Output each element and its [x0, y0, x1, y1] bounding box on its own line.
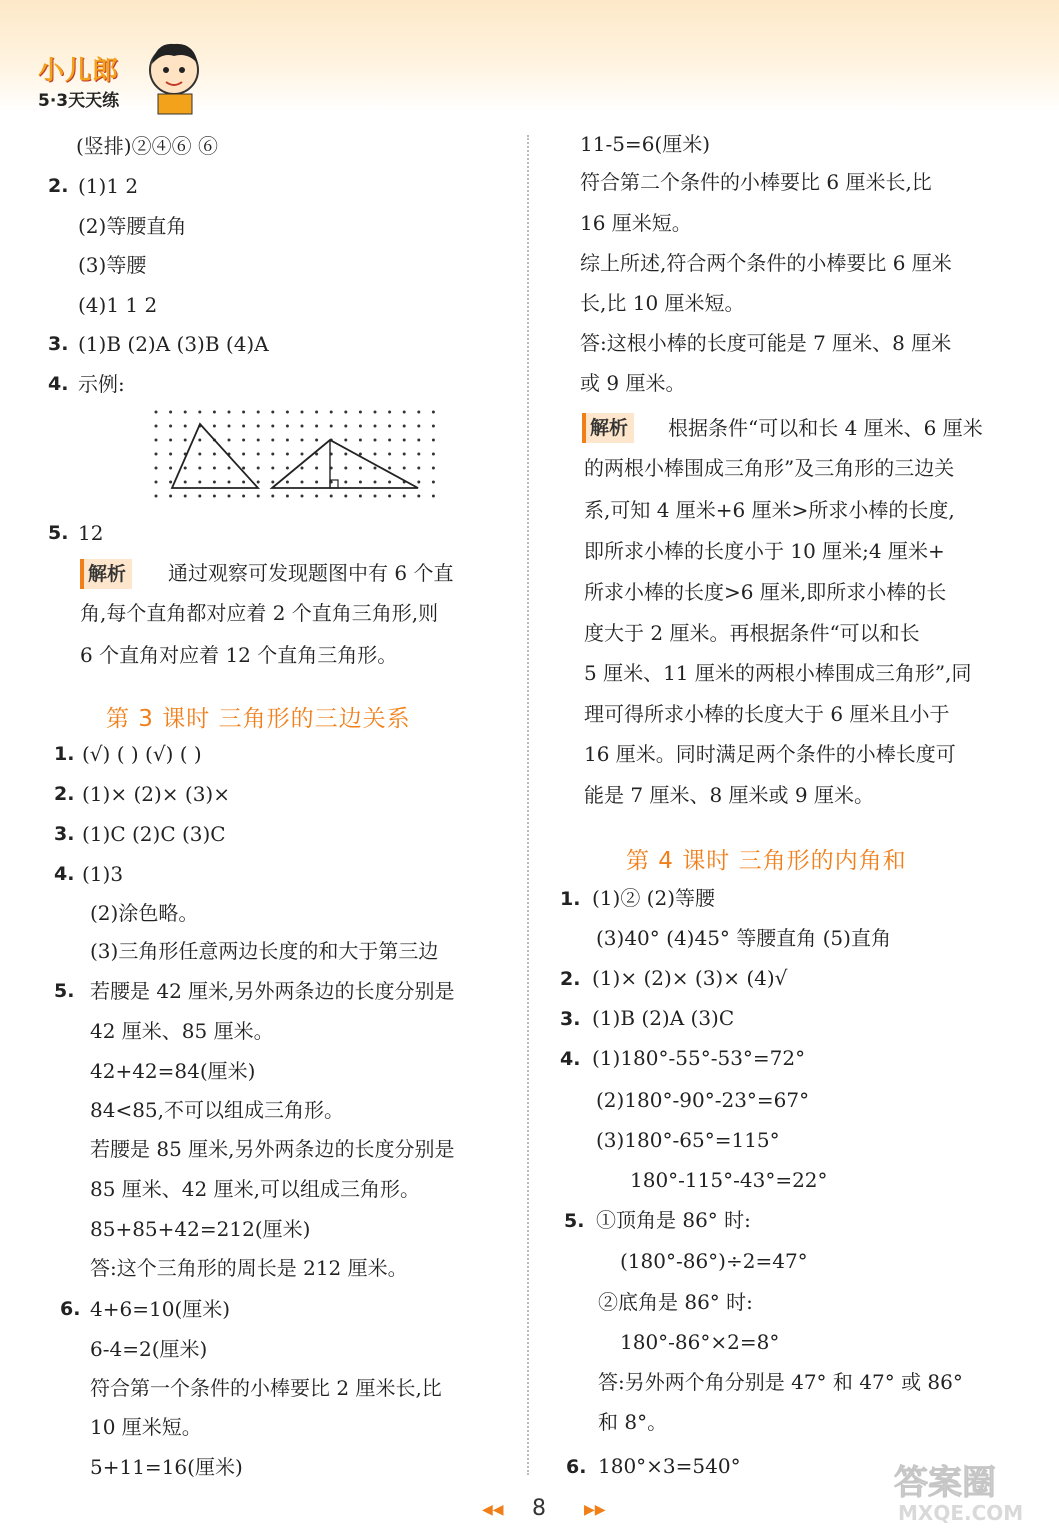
grid-dot — [374, 467, 377, 470]
grid-dot — [432, 439, 435, 442]
watermark-bottom-text: MXQE.COM — [898, 1501, 1024, 1525]
grid-dot — [344, 453, 347, 456]
grid-dot — [403, 453, 406, 456]
answer-line: 符合第二个条件的小棒要比 6 厘米长,比 — [580, 170, 932, 194]
analysis-line: 通过观察可发现题图中有 6 个直 — [168, 561, 454, 585]
grid-dot — [155, 467, 158, 470]
answer-line: 或 9 厘米。 — [580, 371, 686, 395]
grid-dot — [155, 495, 158, 498]
answer-line: ①顶角是 86° 时: — [596, 1208, 751, 1232]
grid-dot — [169, 495, 172, 498]
grid-dot — [330, 425, 333, 428]
grid-dot — [344, 495, 347, 498]
answer-line: (1)180°-55°-53°=72° — [592, 1046, 806, 1070]
grid-dot — [374, 453, 377, 456]
grid-dot — [388, 425, 391, 428]
grid-dot — [155, 425, 158, 428]
grid-dot — [184, 425, 187, 428]
answer-line: (2)涂色略。 — [90, 901, 199, 925]
question-number: 6. — [60, 1298, 81, 1320]
grid-dot — [359, 481, 362, 484]
answer-line: (1)② (2)等腰 — [592, 886, 716, 910]
grid-dot — [315, 495, 318, 498]
question-number: 5. — [48, 522, 69, 544]
grid-dot — [388, 467, 391, 470]
grid-dot — [403, 439, 406, 442]
answer-line: (1)B (2)A (3)B (4)A — [78, 332, 269, 356]
grid-dot — [432, 495, 435, 498]
grid-dot — [242, 411, 245, 414]
grid-dot — [301, 495, 304, 498]
grid-dot — [417, 495, 420, 498]
mascot-icon — [144, 38, 206, 118]
grid-dot — [271, 467, 274, 470]
question-number: 2. — [54, 783, 75, 805]
answer-line: 答:这个三角形的周长是 212 厘米。 — [90, 1256, 408, 1280]
grid-dot — [228, 425, 231, 428]
grid-dot — [286, 411, 289, 414]
grid-dot — [315, 411, 318, 414]
answer-line: 长,比 10 厘米短。 — [580, 291, 745, 315]
question-number: 4. — [48, 373, 69, 395]
answer-line: (1)1 2 — [78, 174, 139, 198]
analysis-line: 即所求小棒的长度小于 10 厘米;4 厘米+ — [584, 539, 945, 563]
grid-dot — [330, 495, 333, 498]
grid-dot — [301, 411, 304, 414]
answer-line: (2)等腰直角 — [78, 214, 187, 238]
grid-dot — [257, 439, 260, 442]
grid-dot — [198, 495, 201, 498]
answer-line: 11-5=6(厘米) — [580, 132, 711, 156]
grid-dot — [257, 453, 260, 456]
answer-line: 符合第一个条件的小棒要比 2 厘米长,比 — [90, 1376, 442, 1400]
grid-dot — [359, 467, 362, 470]
question-number: 6. — [566, 1456, 587, 1478]
triangle-shape — [172, 424, 258, 488]
grid-dot — [198, 453, 201, 456]
answer-line: 若腰是 85 厘米,另外两条边的长度分别是 — [90, 1137, 455, 1161]
grid-dot — [286, 439, 289, 442]
grid-dot — [242, 453, 245, 456]
brand-logo — [28, 20, 208, 110]
grid-dot — [257, 481, 260, 484]
grid-dot — [286, 453, 289, 456]
answer-line: (竖排)②④⑥ ⑥ — [76, 134, 218, 158]
question-number: 3. — [560, 1008, 581, 1030]
grid-dot — [344, 481, 347, 484]
question-number: 5. — [54, 980, 75, 1002]
grid-dot — [432, 467, 435, 470]
grid-dot — [169, 411, 172, 414]
grid-dot — [374, 439, 377, 442]
grid-dot — [417, 439, 420, 442]
brand-title: 小儿郎 — [38, 56, 120, 86]
question-number: 1. — [560, 888, 581, 910]
analysis-line: 所求小棒的长度>6 厘米,即所求小棒的长 — [584, 580, 947, 604]
grid-dot — [417, 481, 420, 484]
brand-subtitle: 5·3天天练 — [38, 91, 120, 111]
grid-dot — [301, 467, 304, 470]
grid-dot — [344, 425, 347, 428]
grid-dot — [417, 425, 420, 428]
question-number: 2. — [560, 968, 581, 990]
grid-dot — [374, 425, 377, 428]
answer-line: 85 厘米、42 厘米,可以组成三角形。 — [90, 1177, 420, 1201]
answer-line: (√) ( ) (√) ( ) — [82, 742, 202, 766]
answer-line: 85+85+42=212(厘米) — [90, 1217, 311, 1241]
answer-line: (3)40° (4)45° 等腰直角 (5)直角 — [596, 926, 891, 950]
grid-dot — [315, 439, 318, 442]
answer-line: 84<85,不可以组成三角形。 — [90, 1098, 345, 1122]
grid-dot — [169, 467, 172, 470]
grid-dot — [271, 495, 274, 498]
dot-grid-triangle-figure — [150, 406, 440, 506]
answer-line: (1)C (2)C (3)C — [82, 822, 226, 846]
grid-dot — [359, 495, 362, 498]
grid-dot — [359, 411, 362, 414]
grid-dot — [286, 425, 289, 428]
prev-page-arrows-icon[interactable]: ◀◀ — [482, 1502, 504, 1518]
answer-line: 答:另外两个角分别是 47° 和 47° 或 86° — [598, 1370, 963, 1394]
answer-line: 综上所述,符合两个条件的小棒要比 6 厘米 — [580, 251, 952, 275]
grid-dot — [388, 453, 391, 456]
grid-dot — [257, 467, 260, 470]
grid-dot — [359, 425, 362, 428]
question-number: 2. — [48, 175, 69, 197]
answer-line: 180°-86°×2=8° — [620, 1330, 780, 1354]
answer-line: 42 厘米、85 厘米。 — [90, 1019, 274, 1043]
answer-line: (1)× (2)× (3)× (4)√ — [592, 966, 788, 990]
grid-dot — [155, 411, 158, 414]
grid-dot — [242, 467, 245, 470]
grid-dot — [432, 453, 435, 456]
grid-dot — [257, 411, 260, 414]
analysis-line: 5 厘米、11 厘米的两根小棒围成三角形”,同 — [584, 661, 972, 685]
answer-line: (3)等腰 — [78, 253, 147, 277]
grid-dot — [198, 411, 201, 414]
grid-dot — [155, 439, 158, 442]
analysis-tag: 解析 — [80, 559, 132, 589]
grid-dot — [374, 495, 377, 498]
grid-dot — [271, 425, 274, 428]
grid-dot — [169, 481, 172, 484]
answer-line: 16 厘米短。 — [580, 211, 692, 235]
answer-line: 6-4=2(厘米) — [90, 1337, 208, 1361]
answer-line: 180°-115°-43°=22° — [630, 1168, 828, 1192]
grid-dot — [228, 467, 231, 470]
grid-dot — [315, 481, 318, 484]
grid-dot — [403, 467, 406, 470]
grid-dot — [271, 453, 274, 456]
question-number: 5. — [564, 1210, 585, 1232]
grid-dot — [271, 411, 274, 414]
grid-dot — [388, 439, 391, 442]
section-title: 第 3 课时 三角形的三边关系 — [106, 706, 411, 732]
grid-dot — [301, 453, 304, 456]
grid-dot — [213, 495, 216, 498]
grid-dot — [213, 481, 216, 484]
grid-dot — [417, 467, 420, 470]
grid-dot — [169, 453, 172, 456]
answer-line: ②底角是 86° 时: — [598, 1290, 753, 1314]
grid-dot — [432, 411, 435, 414]
answer-line: (1)× (2)× (3)× — [82, 782, 230, 806]
grid-dot — [198, 439, 201, 442]
grid-dot — [315, 425, 318, 428]
grid-dot — [286, 481, 289, 484]
grid-dot — [228, 411, 231, 414]
grid-dot — [198, 481, 201, 484]
grid-dot — [169, 425, 172, 428]
grid-dot — [242, 495, 245, 498]
grid-dot — [242, 481, 245, 484]
grid-dot — [228, 481, 231, 484]
answer-line: 示例: — [78, 372, 125, 396]
grid-dot — [286, 495, 289, 498]
grid-dot — [403, 425, 406, 428]
grid-dot — [417, 453, 420, 456]
answer-line: (1)B (2)A (3)C — [592, 1006, 735, 1030]
watermark-logo — [890, 1456, 1040, 1526]
grid-dot — [228, 439, 231, 442]
grid-dot — [242, 439, 245, 442]
column-divider — [527, 135, 529, 1475]
answer-line: (3)180°-65°=115° — [596, 1128, 780, 1152]
grid-dot — [417, 411, 420, 414]
grid-dot — [271, 481, 274, 484]
grid-dot — [257, 495, 260, 498]
analysis-line: 6 个直角对应着 12 个直角三角形。 — [80, 643, 398, 667]
grid-dot — [184, 481, 187, 484]
grid-dot — [184, 439, 187, 442]
grid-dot — [359, 439, 362, 442]
analysis-line: 根据条件“可以和长 4 厘米、6 厘米 — [668, 416, 983, 440]
answer-line: (180°-86°)÷2=47° — [620, 1249, 808, 1273]
answer-line: 5+11=16(厘米) — [90, 1455, 243, 1479]
analysis-line: 度大于 2 厘米。再根据条件“可以和长 — [584, 621, 920, 645]
grid-dot — [184, 467, 187, 470]
answer-line: 10 厘米短。 — [90, 1415, 202, 1439]
analysis-line: 角,每个直角都对应着 2 个直角三角形,则 — [80, 601, 439, 625]
question-number: 3. — [48, 333, 69, 355]
answer-line: (1)3 — [82, 862, 124, 886]
grid-dot — [403, 495, 406, 498]
question-number: 3. — [54, 823, 75, 845]
grid-dot — [374, 481, 377, 484]
question-number: 4. — [54, 863, 75, 885]
grid-dot — [228, 495, 231, 498]
answer-line: 42+42=84(厘米) — [90, 1059, 256, 1083]
answer-line: 和 8°。 — [598, 1410, 668, 1434]
analysis-line: 能是 7 厘米、8 厘米或 9 厘米。 — [584, 783, 874, 807]
grid-dot — [213, 453, 216, 456]
grid-dot — [184, 495, 187, 498]
grid-dot — [213, 467, 216, 470]
answer-line: (4)1 1 2 — [78, 293, 158, 317]
grid-dot — [242, 425, 245, 428]
answer-line: (3)三角形任意两边长度的和大于第三边 — [90, 939, 439, 963]
section-title: 第 4 课时 三角形的内角和 — [626, 848, 907, 874]
grid-dot — [374, 411, 377, 414]
grid-dot — [344, 411, 347, 414]
grid-dot — [388, 495, 391, 498]
analysis-tag: 解析 — [582, 413, 634, 443]
answer-line: (2)180°-90°-23°=67° — [596, 1088, 810, 1112]
grid-dot — [169, 439, 172, 442]
grid-dot — [213, 411, 216, 414]
grid-dot — [301, 481, 304, 484]
grid-dot — [301, 425, 304, 428]
grid-dot — [432, 425, 435, 428]
grid-dot — [301, 439, 304, 442]
grid-dot — [286, 467, 289, 470]
grid-dot — [388, 411, 391, 414]
grid-dot — [184, 411, 187, 414]
grid-dot — [388, 481, 391, 484]
answer-line: 答:这根小棒的长度可能是 7 厘米、8 厘米 — [580, 331, 952, 355]
answer-line: 180°×3=540° — [598, 1454, 741, 1478]
analysis-line: 的两根小棒围成三角形”及三角形的三边关 — [584, 456, 955, 480]
grid-dot — [330, 411, 333, 414]
question-number: 1. — [54, 743, 75, 765]
grid-dot — [432, 481, 435, 484]
grid-dot — [198, 467, 201, 470]
answer-line: 12 — [78, 521, 104, 545]
grid-dot — [155, 481, 158, 484]
answer-line: 4+6=10(厘米) — [90, 1297, 231, 1321]
analysis-line: 理可得所求小棒的长度大于 6 厘米且小于 — [584, 702, 950, 726]
grid-dot — [403, 411, 406, 414]
analysis-line: 16 厘米。同时满足两个条件的小棒长度可 — [584, 742, 956, 766]
dot-grid — [155, 411, 435, 498]
grid-dot — [271, 439, 274, 442]
grid-dot — [213, 425, 216, 428]
grid-dot — [344, 467, 347, 470]
next-page-arrows-icon[interactable]: ▶▶ — [584, 1502, 606, 1518]
page-number: 8 — [532, 1496, 546, 1521]
question-number: 4. — [560, 1048, 581, 1070]
grid-dot — [344, 439, 347, 442]
analysis-line: 系,可知 4 厘米+6 厘米>所求小棒的长度, — [584, 498, 955, 522]
grid-dot — [315, 467, 318, 470]
watermark-top-text: 答案圈 — [894, 1463, 996, 1503]
answer-line: 若腰是 42 厘米,另外两条边的长度分别是 — [90, 979, 455, 1003]
grid-dot — [257, 425, 260, 428]
grid-dot — [155, 453, 158, 456]
